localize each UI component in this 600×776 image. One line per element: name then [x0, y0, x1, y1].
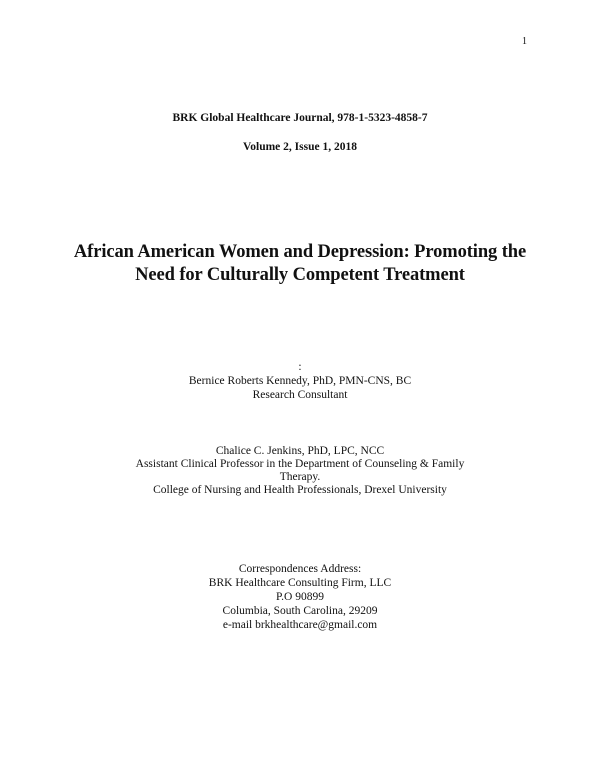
author-separator: :: [298, 361, 302, 373]
correspondence-heading: Correspondences Address:: [238, 563, 362, 575]
author2-role-line-2: Therapy.: [279, 471, 321, 483]
paper-title-line-2: Need for Culturally Competent Treatment: [135, 265, 465, 285]
correspondence-po-box: P.O 90899: [276, 591, 324, 603]
paper-title-line-1: African American Women and Depression: Promoting the: [73, 242, 527, 262]
author1-name: Bernice Roberts Kennedy, PhD, PMN-CNS, BC: [188, 375, 412, 387]
author1-role: Research Consultant: [252, 389, 348, 401]
correspondence-firm: BRK Healthcare Consulting Firm, LLC: [208, 577, 392, 589]
author2-role-line-1: Assistant Clinical Professor in the Department of Counseling & Family: [135, 458, 465, 470]
page-number: 1: [522, 36, 527, 47]
journal-volume-issue: Volume 2, Issue 1, 2018: [243, 141, 357, 153]
journal-citation: BRK Global Healthcare Journal, 978-1-5323-4858-7: [172, 112, 428, 124]
author2-affiliation: College of Nursing and Health Professionals, Drexel University: [153, 484, 447, 496]
author2-name: Chalice C. Jenkins, PhD, LPC, NCC: [215, 445, 385, 457]
correspondence-city: Columbia, South Carolina, 29209: [222, 605, 378, 617]
correspondence-email: e-mail brkhealthcare@gmail.com: [222, 619, 378, 631]
